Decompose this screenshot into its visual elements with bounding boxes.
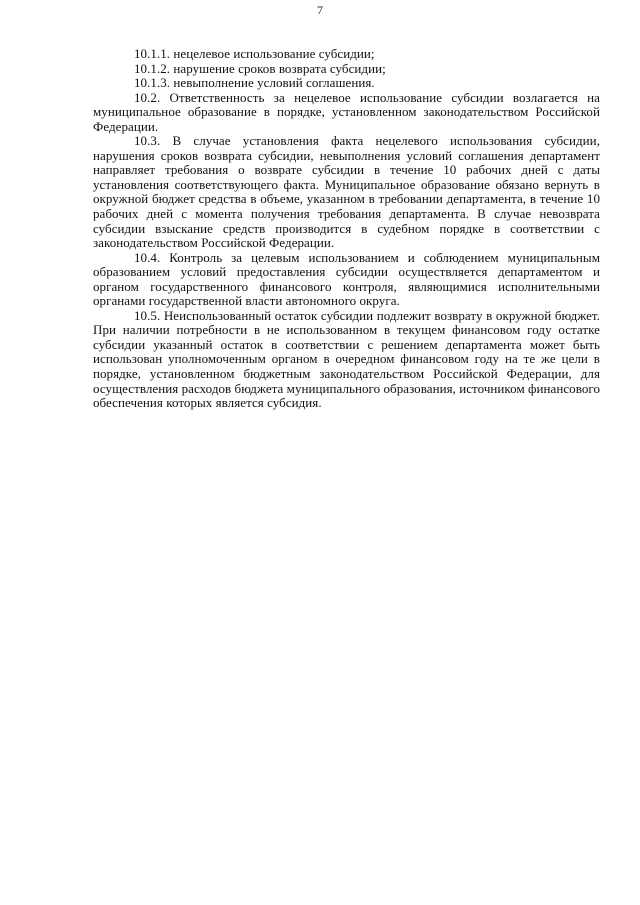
clause-10-5: 10.5. Неиспользованный остаток субсидии подлежит возврату в окружной бюджет. При наличии потребности в не использованном в текущем финансовом году остатке субсидии указанный остаток в соответствии с решением департамента может быть использован уполномоченным органом в очередном финансовом году на те же цели в порядке, установленном бюджетным законодательством Российской Федерации, для осуществления расходов бюджета муниципального образования, источником финансового обеспечения которых является субсидия. xyxy=(93,307,600,411)
document-body xyxy=(93,47,600,411)
clause-10-3: 10.3. В случае установления факта нецелевого использования субсидии, нарушения сроков возврата субсидии, невыполнения условий соглашения департамент направляет требования о возврате субсидии в течение 10 рабочих дней с даты установления соответствующего факта. Муниципальное образование обязано вернуть в окружной бюджет средства в объеме, указанном в требовании департамента, в течение 10 рабочих дней с момента получения требования департамента. В случае невозврата субсидии взыскание средств производится в судебном порядке в соответствии с законодательством Российской Федерации. xyxy=(93,133,600,251)
clause-10-1-2: 10.1.2. нарушение сроков возврата субсидии; xyxy=(134,60,386,76)
clause-10-1-1: 10.1.1. нецелевое использование субсидии; xyxy=(134,46,375,61)
clause-10-4: 10.4. Контроль за целевым использованием и соблюдением муниципальным образованием условий предоставления субсидии осуществляется департаментом и органом государственного финансового контроля, являющимися исполнительными органами государственной власти автономного округа. xyxy=(93,249,600,309)
clause-10-1-3: 10.1.3. невыполнение условий соглашения. xyxy=(134,75,375,91)
page-number: 7 xyxy=(317,3,323,17)
clause-10-2: 10.2. Ответственность за нецелевое использование субсидии возлагается на муниципальное образование в порядке, установленном законодательством Российской Федерации. xyxy=(93,89,600,134)
